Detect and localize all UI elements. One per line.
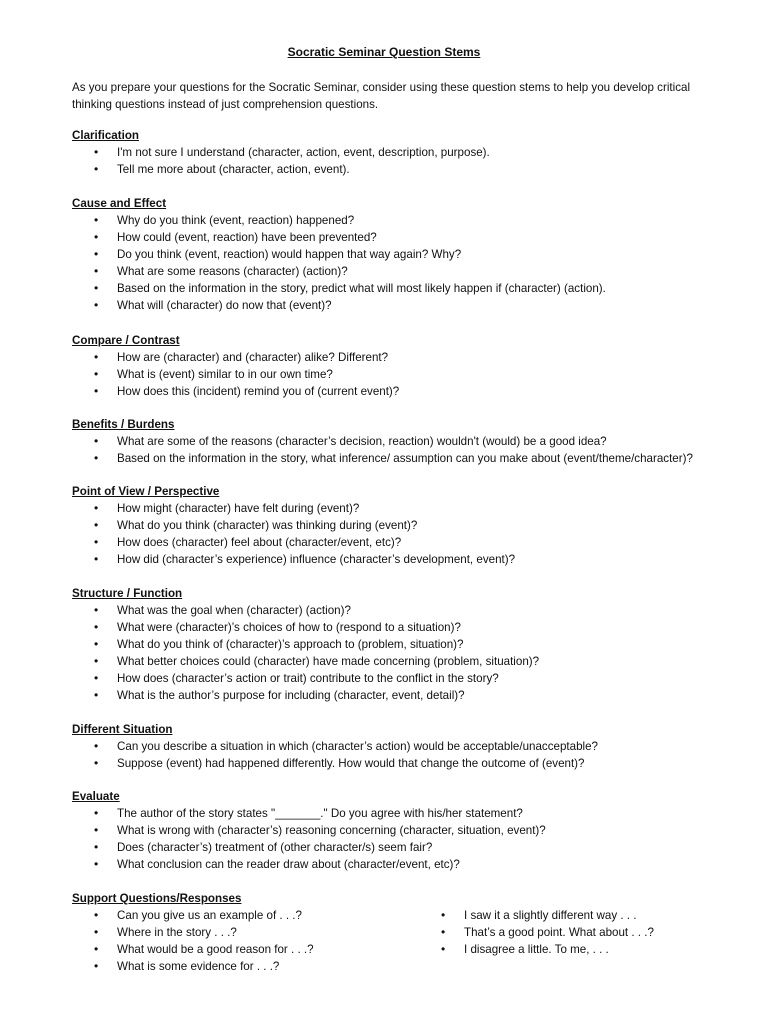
- bullet-list-right: [419, 907, 654, 958]
- list-item: • Can you describe a situation in which (character’s action) would be acceptable/unacceptable?: [72, 738, 752, 755]
- list-item: • What is some evidence for . . .?: [72, 958, 752, 975]
- section-evaluate: [72, 788, 752, 873]
- list-item: • What would be a good reason for . . .?: [72, 941, 752, 958]
- section-heading: Cause and Effect: [72, 197, 167, 210]
- list-item: • How could (event, reaction) have been prevented?: [72, 229, 752, 246]
- list-item: • Can you give us an example of . . .?: [72, 907, 752, 924]
- list-item: • Suppose (event) had happened differently. How would that change the outcome of (event)?: [72, 755, 752, 772]
- list-item: • What do you think (character) was thinking during (event)?: [72, 517, 752, 534]
- section-heading: Compare / Contrast: [72, 334, 180, 347]
- section-heading: Clarification: [72, 129, 139, 142]
- section-support-questions: [72, 890, 752, 975]
- section-heading: Evaluate: [72, 790, 120, 803]
- list-item: • Does (character’s) treatment of (other character/s) seem fair?: [72, 839, 752, 856]
- bullet-list: [72, 602, 752, 704]
- list-item: • I'm not sure I understand (character, action, event, description, purpose).: [72, 144, 752, 161]
- bullet-list: [72, 738, 752, 772]
- section-different-situation: [72, 721, 752, 772]
- section-heading: Structure / Function: [72, 587, 183, 600]
- section-heading: Support Questions/Responses: [72, 892, 242, 905]
- list-item: • What better choices could (character) have made concerning (problem, situation)?: [72, 653, 752, 670]
- list-item: • I disagree a little. To me, . . .: [419, 941, 654, 958]
- list-item: • I saw it a slightly different way . . .: [419, 907, 654, 924]
- list-item: • What are some of the reasons (character’s decision, reaction) wouldn't (would) be a good idea?: [72, 433, 752, 450]
- list-item: • Based on the information in the story, predict what will most likely happen if (character) (action).: [72, 280, 752, 297]
- section-point-of-view: [72, 483, 752, 568]
- list-item: • What do you think of (character)’s approach to (problem, situation)?: [72, 636, 752, 653]
- list-item: • Based on the information in the story, what inference/ assumption can you make about (event/theme/character)?: [72, 450, 752, 467]
- list-item: • How are (character) and (character) alike? Different?: [72, 349, 752, 366]
- bullet-list: [72, 349, 752, 400]
- two-column-list: [72, 907, 752, 975]
- bullet-list: [72, 805, 752, 873]
- section-clarification: [72, 127, 752, 178]
- list-item: • What were (character)’s choices of how to (respond to a situation)?: [72, 619, 752, 636]
- section-compare-contrast: [72, 332, 752, 400]
- intro-paragraph: As you prepare your questions for the Socratic Seminar, consider using these question stems to help you develop critical thinking questions instead of just comprehension questions.: [72, 81, 691, 111]
- section-cause-and-effect: [72, 195, 752, 314]
- list-item: • What is (event) similar to in our own time?: [72, 366, 752, 383]
- list-item: • How does (character’s action or trait) contribute to the conflict in the story?: [72, 670, 752, 687]
- section-heading: Point of View / Perspective: [72, 485, 220, 498]
- list-item: • What will (character) do now that (event)?: [72, 297, 752, 314]
- section-benefits-burdens: [72, 416, 752, 467]
- list-item: • How does this (incident) remind you of (current event)?: [72, 383, 752, 400]
- list-item: • Why do you think (event, reaction) happened?: [72, 212, 752, 229]
- section-heading: Benefits / Burdens: [72, 418, 175, 431]
- bullet-list: [72, 144, 752, 178]
- bullet-list: [72, 433, 752, 467]
- list-item: • What are some reasons (character) (action)?: [72, 263, 752, 280]
- list-item: • That’s a good point. What about . . .?: [419, 924, 654, 941]
- list-item: • How might (character) have felt during (event)?: [72, 500, 752, 517]
- list-item: • Tell me more about (character, action, event).: [72, 161, 752, 178]
- section-heading: Different Situation: [72, 723, 173, 736]
- list-item: • What is wrong with (character’s) reasoning concerning (character, situation, event)?: [72, 822, 752, 839]
- list-item: • What conclusion can the reader draw about (character/event, etc)?: [72, 856, 752, 873]
- page-title: Socratic Seminar Question Stems: [287, 45, 481, 59]
- list-item: • How does (character) feel about (character/event, etc)?: [72, 534, 752, 551]
- list-item: • What was the goal when (character) (action)?: [72, 602, 752, 619]
- list-item: • How did (character’s experience) influence (character’s development, event)?: [72, 551, 752, 568]
- section-structure-function: [72, 585, 752, 704]
- list-item: • Do you think (event, reaction) would happen that way again? Why?: [72, 246, 752, 263]
- list-item: • Where in the story . . .?: [72, 924, 752, 941]
- bullet-list: [72, 500, 752, 568]
- list-item: • The author of the story states "_______." Do you agree with his/her statement?: [72, 805, 752, 822]
- bullet-list: [72, 212, 752, 314]
- list-item: • What is the author’s purpose for including (character, event, detail)?: [72, 687, 752, 704]
